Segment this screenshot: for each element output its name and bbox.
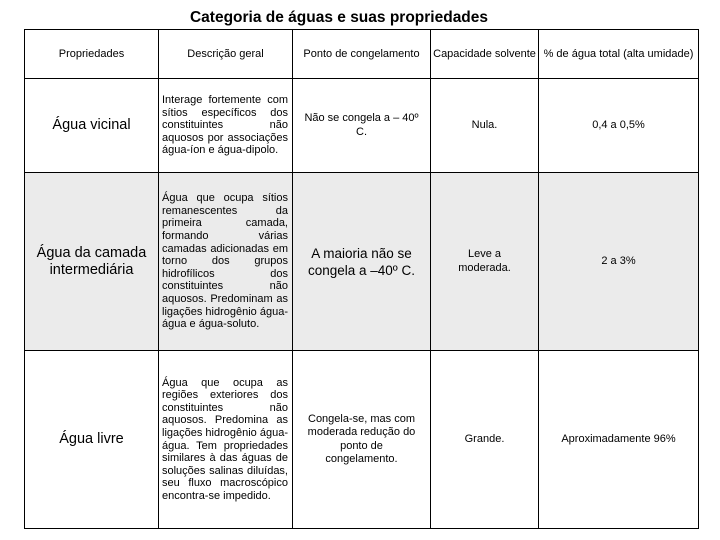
percent-cell: Aproximadamente 96% — [539, 351, 699, 529]
header-cell: Ponto de congelamento — [293, 30, 431, 79]
property-cell: Água livre — [25, 351, 159, 529]
table-row — [25, 351, 699, 529]
solvent-cell: Leve a moderada. — [431, 173, 539, 351]
page-title: Categoria de águas e suas propriedades — [189, 9, 489, 26]
description-cell: Água que ocupa sítios remanescentes da primeira camada, formando várias camadas adicionadas em torno dos grupos hidrofílicos dos constituintes não aquosos. Predominam as ligações hidrogênio água-água e água-soluto. — [159, 173, 293, 351]
header-cell: Capacidade solvente — [431, 30, 539, 79]
solvent-cell: Grande. — [431, 351, 539, 529]
header-cell: Descrição geral — [159, 30, 293, 79]
percent-cell: 0,4 a 0,5% — [539, 79, 699, 173]
freezing-cell: A maioria não se congela a –40º C. — [293, 173, 431, 351]
freezing-cell: Não se congela a – 40º C. — [293, 79, 431, 173]
properties-table — [24, 29, 699, 529]
property-cell: Água da camada intermediária — [25, 173, 159, 351]
property-cell: Água vicinal — [25, 79, 159, 173]
freezing-cell: Congela-se, mas com moderada redução do ponto de congelamento. — [293, 351, 431, 529]
table-row — [25, 173, 699, 351]
description-cell: Água que ocupa as regiões exteriores dos constituintes não aquosos. Predomina as ligações hidrogênio água-água. Tem propriedades similares à das águas de soluções salinas diluídas, seu fluxo macroscópico encontra-se impedido. — [159, 351, 293, 529]
description-cell: Interage fortemente com sítios específicos dos constituintes não aquosos por associações água-íon e água-dipolo. — [159, 79, 293, 173]
header-cell: Propriedades — [25, 30, 159, 79]
table-row — [25, 79, 699, 173]
solvent-cell: Nula. — [431, 79, 539, 173]
header-row — [25, 30, 699, 79]
header-cell: % de água total (alta umidade) — [539, 30, 699, 79]
percent-cell: 2 a 3% — [539, 173, 699, 351]
